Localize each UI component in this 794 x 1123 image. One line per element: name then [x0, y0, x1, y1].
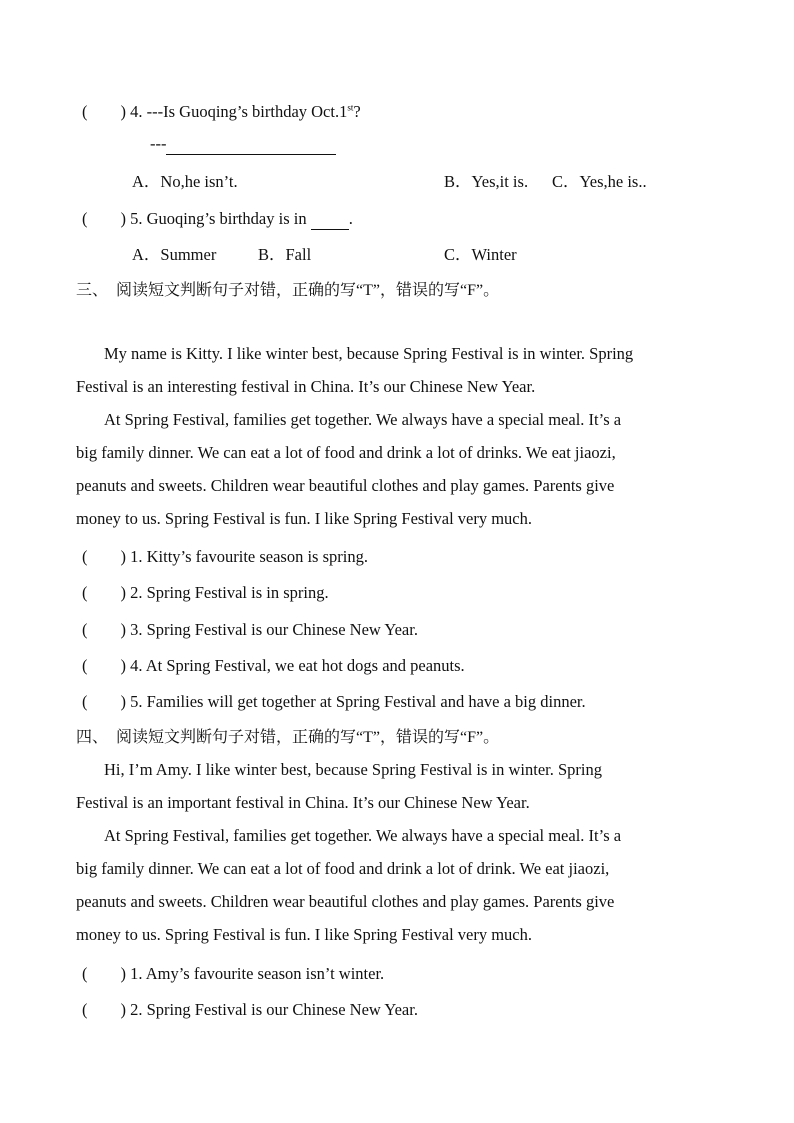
answer-blank-paren[interactable]: ( ) [82, 102, 126, 121]
passage-line: big family dinner. We can eat a lot of food and drink a lot of drinks. We eat jiaozi, [76, 443, 616, 462]
section-number: 三、 [76, 282, 109, 299]
statement: 5. Families will get together at Spring Festival and have a big dinner. [130, 692, 586, 711]
superscript: st [347, 102, 354, 113]
passage-line: Festival is an interesting festival in China. It’s our Chinese New Year. [76, 377, 536, 396]
answer-blank-paren[interactable]: ( ) [82, 692, 126, 711]
passage-line: money to us. Spring Festival is fun. I like Spring Festival very much. [76, 509, 533, 528]
fill-blank[interactable] [311, 209, 349, 230]
statement: 2. Spring Festival is in spring. [130, 583, 329, 602]
question-4 [82, 98, 361, 122]
q4-option-a[interactable]: A．No,he isn’t. [132, 172, 238, 191]
answer-blank-paren[interactable]: ( ) [82, 547, 126, 566]
section-title: 阅读短文判断句子对错，正确的写“T”，错误的写“F”。 [116, 729, 500, 746]
passage-4 [76, 753, 716, 951]
q5-option-a[interactable]: A．Summer [132, 245, 217, 264]
answer-blank-paren[interactable]: ( ) [82, 656, 126, 675]
q4-option-b[interactable]: B．Yes,it is. [444, 172, 529, 191]
true-false-item [82, 652, 465, 676]
passage-line: At Spring Festival, families get together. We always have a special meal. It’s a [104, 410, 622, 429]
q5-option-b[interactable]: B．Fall [258, 245, 312, 264]
q5-option-c[interactable]: C．Winter [444, 245, 517, 264]
passage-line: At Spring Festival, families get together. We always have a special meal. It’s a [104, 826, 622, 845]
statement: 1. Kitty’s favourite season is spring. [130, 547, 368, 566]
passage-3 [76, 337, 716, 535]
true-false-item [82, 616, 418, 640]
answer-prefix: --- [150, 134, 167, 153]
passage-line: peanuts and sweets. Children wear beautiful clothes and play games. Parents give [76, 476, 615, 495]
true-false-item [82, 996, 418, 1020]
q4-option-c[interactable]: C．Yes,he is.. [552, 172, 647, 191]
passage-line: money to us. Spring Festival is fun. I like Spring Festival very much. [76, 925, 533, 944]
passage-line: peanuts and sweets. Children wear beautiful clothes and play games. Parents give [76, 892, 615, 911]
answer-blank-paren[interactable]: ( ) [82, 209, 126, 228]
question-text-end: . [348, 209, 353, 228]
passage-line: Hi, I’m Amy. I like winter best, because Spring Festival is in winter. Spring [104, 760, 602, 779]
section-number: 四、 [76, 729, 109, 746]
section-title: 阅读短文判断句子对错，正确的写“T”，错误的写“F”。 [116, 282, 500, 299]
section-4-heading [76, 724, 499, 747]
statement: 4. At Spring Festival, we eat hot dogs and peanuts. [130, 656, 465, 675]
statement: 2. Spring Festival is our Chinese New Year. [130, 1000, 418, 1019]
dialogue-answer-line [150, 134, 336, 155]
answer-blank-paren[interactable]: ( ) [82, 583, 126, 602]
passage-line: My name is Kitty. I like winter best, because Spring Festival is in winter. Spring [104, 344, 634, 363]
passage-line: Festival is an important festival in China. It’s our Chinese New Year. [76, 793, 530, 812]
true-false-item [82, 543, 368, 567]
true-false-item [82, 579, 329, 603]
statement: 1. Amy’s favourite season isn’t winter. [130, 964, 385, 983]
true-false-item [82, 960, 384, 984]
answer-blank-line[interactable] [166, 134, 336, 155]
true-false-item [82, 688, 586, 712]
answer-blank-paren[interactable]: ( ) [82, 1000, 126, 1019]
question-text: 5. Guoqing’s birthday is in [130, 209, 307, 228]
passage-line: big family dinner. We can eat a lot of food and drink a lot of drink. We eat jiaozi, [76, 859, 610, 878]
question-text: 4. ---Is Guoqing’s birthday Oct.1 [130, 102, 348, 121]
answer-blank-paren[interactable]: ( ) [82, 964, 126, 983]
statement: 3. Spring Festival is our Chinese New Year. [130, 620, 418, 639]
question-text-end: ? [353, 102, 361, 121]
question-5 [82, 205, 353, 230]
answer-blank-paren[interactable]: ( ) [82, 620, 126, 639]
section-3-heading [76, 277, 499, 300]
